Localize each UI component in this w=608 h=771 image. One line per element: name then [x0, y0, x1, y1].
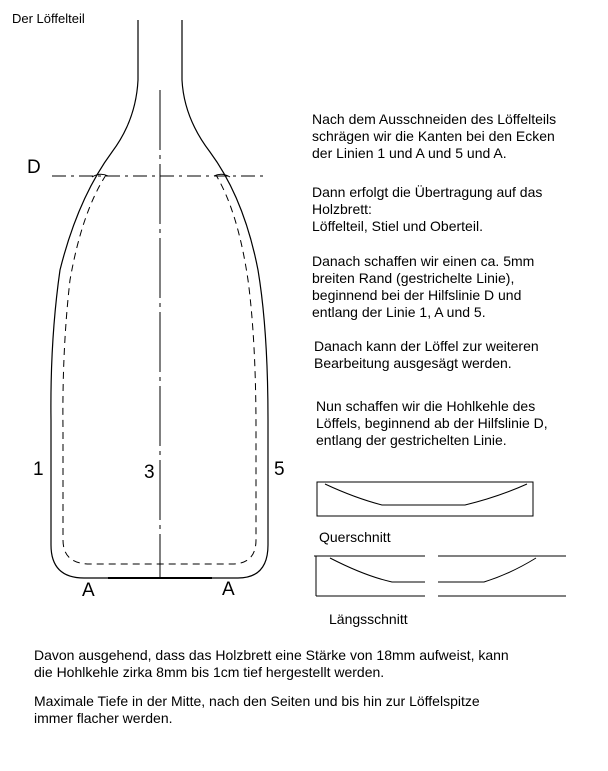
- instruction-5: Nun schaffen wir die Hohlkehle des Löffels, beginnend ab der Hilfslinie D, entlang der gestrichelten Linie.: [316, 398, 548, 448]
- label-a-right: A: [222, 579, 235, 600]
- label-line-5: 5: [274, 459, 285, 480]
- label-a-left: A: [82, 580, 95, 601]
- laengsschnitt-hollow-right: [438, 558, 536, 582]
- instruction-3: Danach schaffen wir einen ca. 5mm breiten Rand (gestrichelte Linie), beginnend bei der Hilfslinie D und entlang der Linie 1, A und 5.: [312, 253, 535, 320]
- instruction-2: Dann erfolgt die Übertragung auf das Holzbrett: Löffelteil, Stiel und Oberteil.: [312, 184, 543, 234]
- label-laengsschnitt: Längsschnitt: [329, 611, 408, 627]
- footer-paragraph-2: Maximale Tiefe in der Mitte, nach den Seiten und bis hin zur Löffelspitze immer flacher werden.: [34, 693, 480, 726]
- instruction-1: Nach dem Ausschneiden des Löffelteils schrägen wir die Kanten bei den Ecken der Linien 1 und A und 5 und A.: [312, 111, 557, 161]
- querschnitt-hollow: [325, 484, 527, 505]
- page-title: Der Löffelteil: [12, 11, 85, 26]
- label-line-3: 3: [144, 462, 155, 483]
- inner-margin-dashed: [63, 175, 256, 564]
- label-d: D: [27, 157, 41, 178]
- laengsschnitt-hollow-left: [330, 558, 425, 582]
- spoon-outline: [51, 20, 268, 578]
- label-querschnitt: Querschnitt: [319, 529, 391, 545]
- label-line-1: 1: [33, 459, 44, 480]
- querschnitt-frame: [317, 482, 533, 516]
- footer-paragraph-1: Davon ausgehend, dass das Holzbrett eine Stärke von 18mm aufweist, kann die Hohlkehle zirka 8mm bis 1cm tief hergestellt werden.: [34, 647, 509, 680]
- instruction-4: Danach kann der Löffel zur weiteren Bearbeitung ausgesägt werden.: [314, 338, 539, 371]
